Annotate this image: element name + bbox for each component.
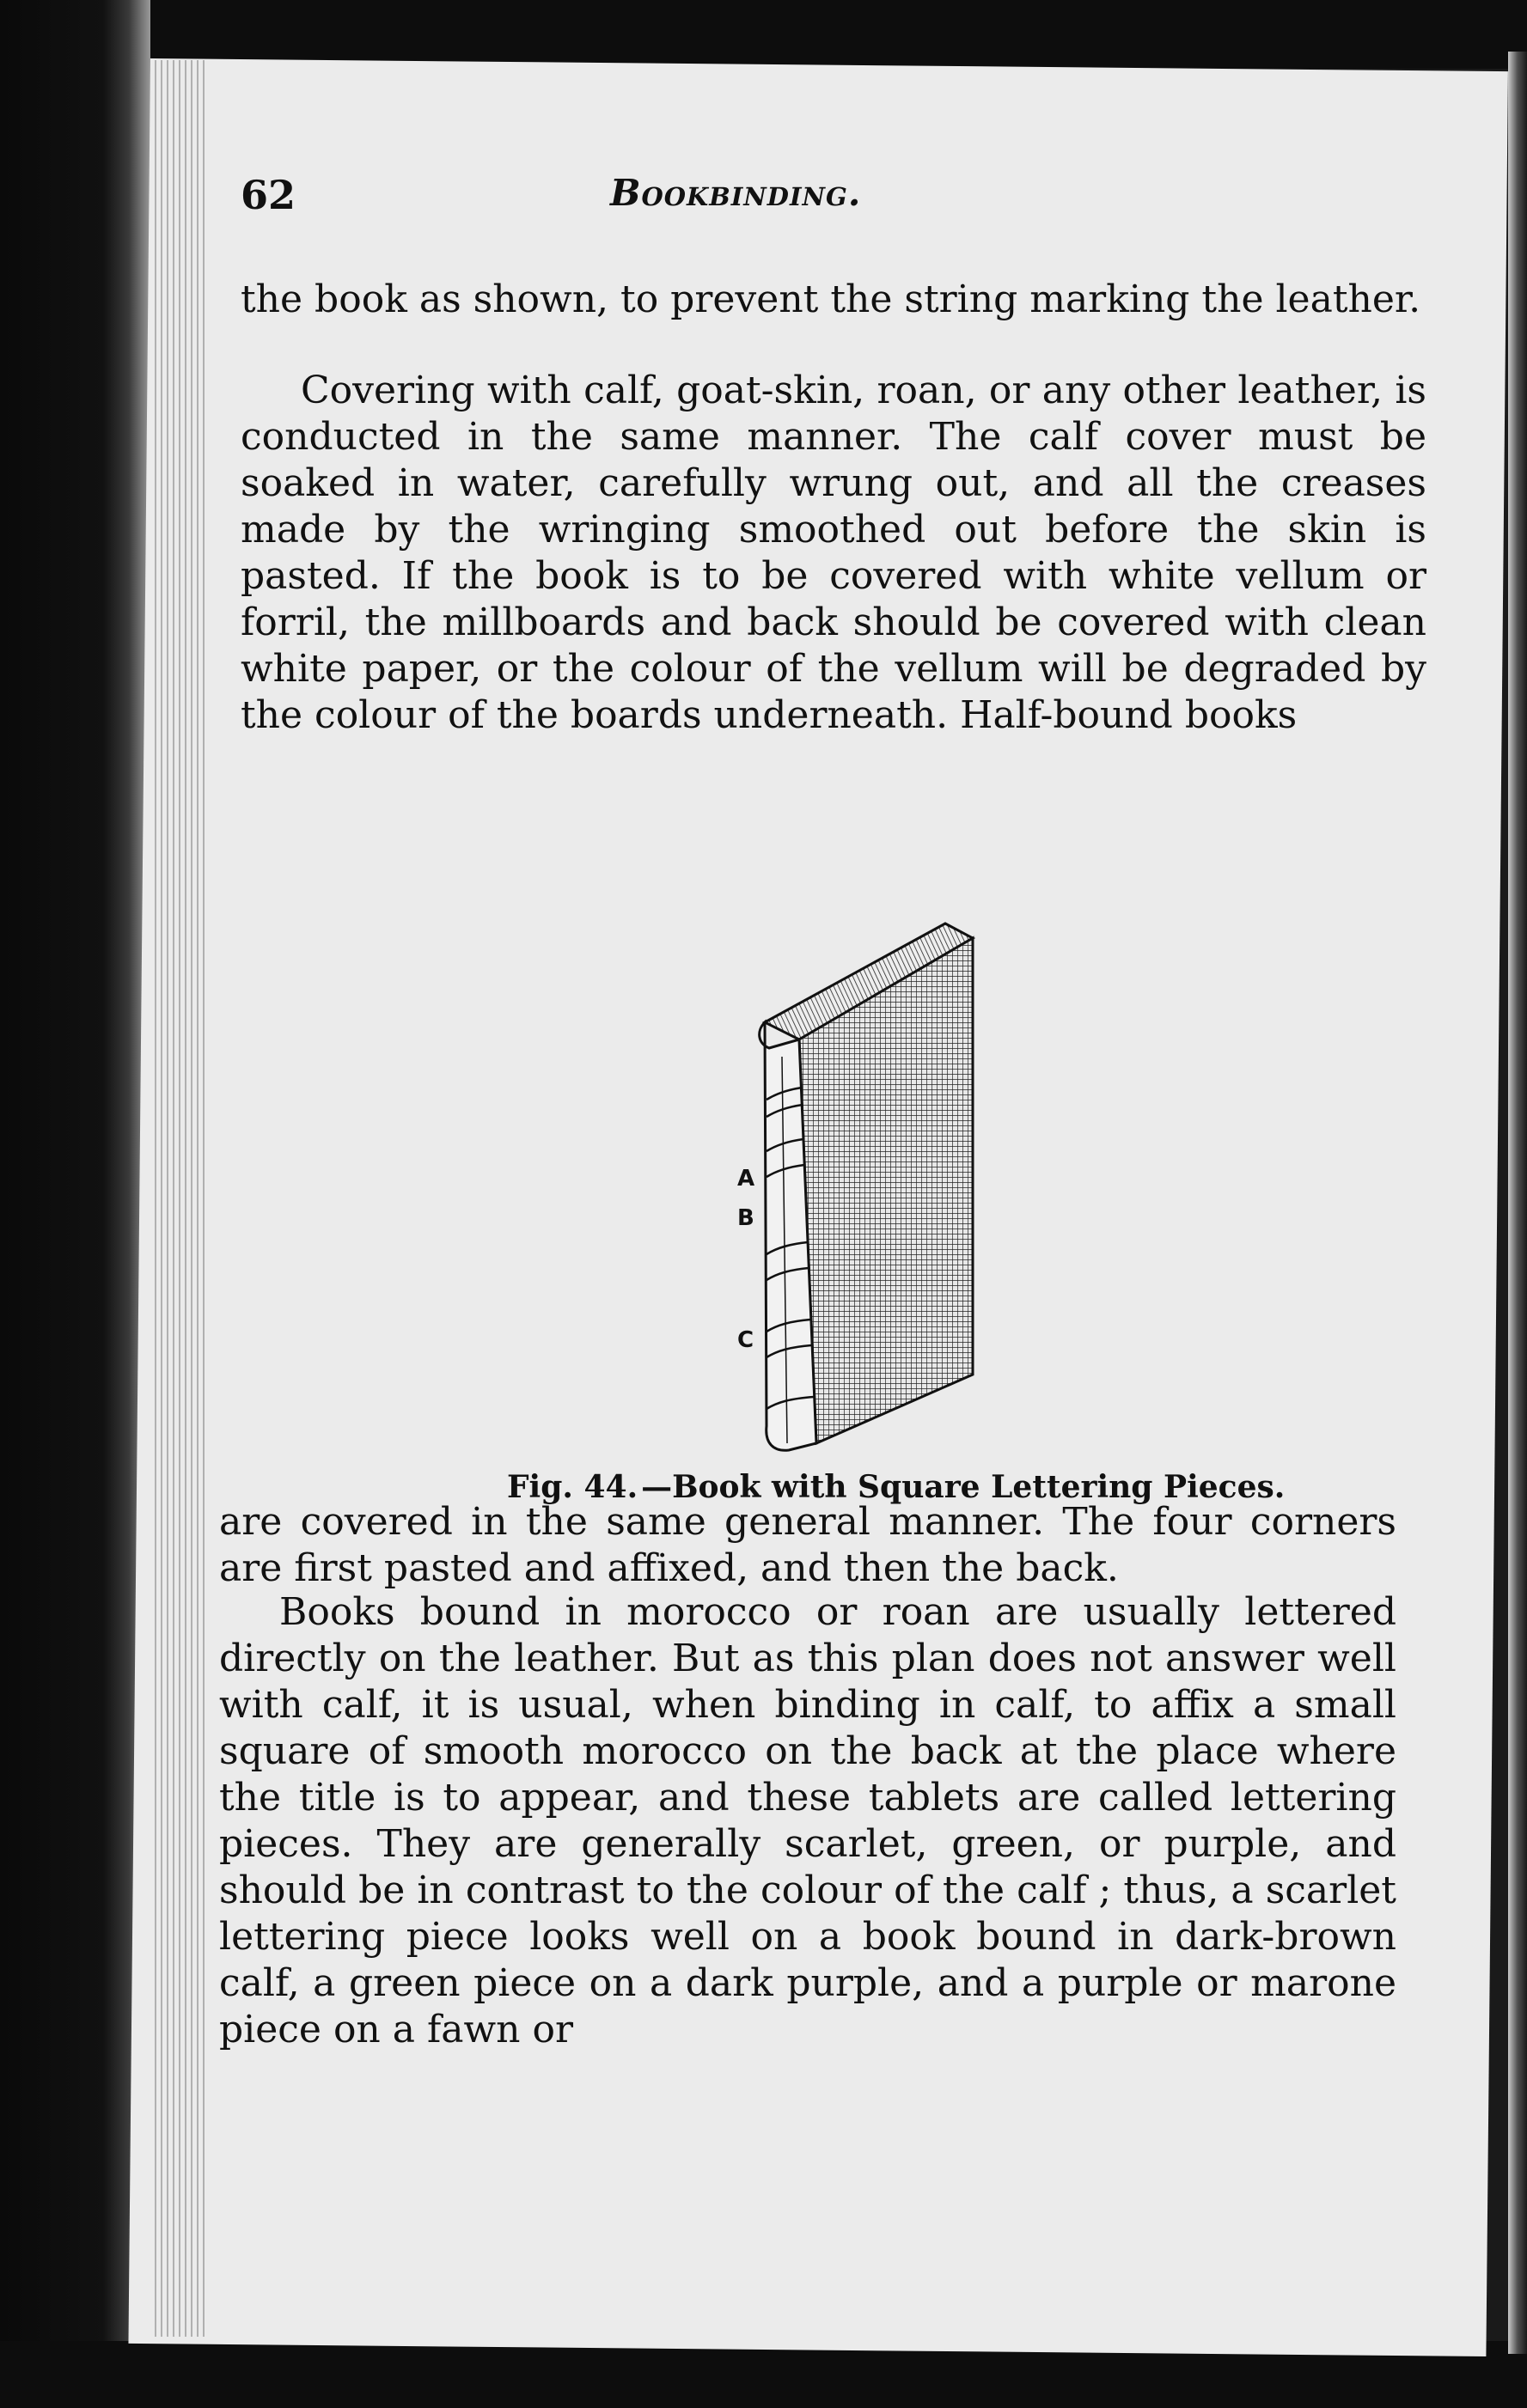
book-illustration bbox=[705, 893, 1066, 1460]
scan-left-border bbox=[0, 0, 150, 2408]
paragraph-3: are covered in the same general manner. The four corners are first pasted and affixed, and then the back. bbox=[219, 1500, 1396, 1590]
figure-number: Fig. 44. bbox=[507, 1469, 638, 1505]
page-right-edge bbox=[1508, 52, 1527, 2354]
page-header bbox=[241, 172, 1203, 223]
label-b: B bbox=[737, 1205, 754, 1231]
paragraph-1: the book as shown, to prevent the string marking the leather. bbox=[241, 277, 1421, 321]
label-a: A bbox=[737, 1166, 755, 1192]
page-gutter bbox=[155, 60, 206, 2337]
paragraph-2: Covering with calf, goat-skin, roan, or any other leather, is conducted in the same manner. The calf cover must be soaked in water, carefully wrung out, and all the creases made by the wringing smoothed out before the skin is pasted. If the book is to be covered with white vellum or forril, the millboards and back should be covered with clean white paper, or the colour of the vellum will be degraded by the colour of the boards underneath. Half-bound books bbox=[241, 369, 1426, 737]
figure-caption-text: —Book with Square Lettering Pieces. bbox=[641, 1469, 1286, 1505]
label-c: C bbox=[737, 1327, 754, 1353]
page-number: 62 bbox=[241, 172, 296, 218]
paragraph-4: Books bound in morocco or roan are usually lettered directly on the leather. But as this plan does not answer well with calf, it is usual, when binding in calf, to affix a small square of smooth morocco on the back at the place where the title is to appear, and these tablets are called lettering pieces. They are generally scarlet, green, or purple, and should be in contrast to the colour of the calf ; thus, a scarlet lettering piece looks well on a book bound in dark-brown calf, a green piece on a dark purple, and a purple or marone piece on a fawn or bbox=[219, 1590, 1396, 2051]
figure-book-illustration bbox=[705, 893, 1066, 1460]
running-head: Bookbinding. bbox=[610, 172, 862, 214]
